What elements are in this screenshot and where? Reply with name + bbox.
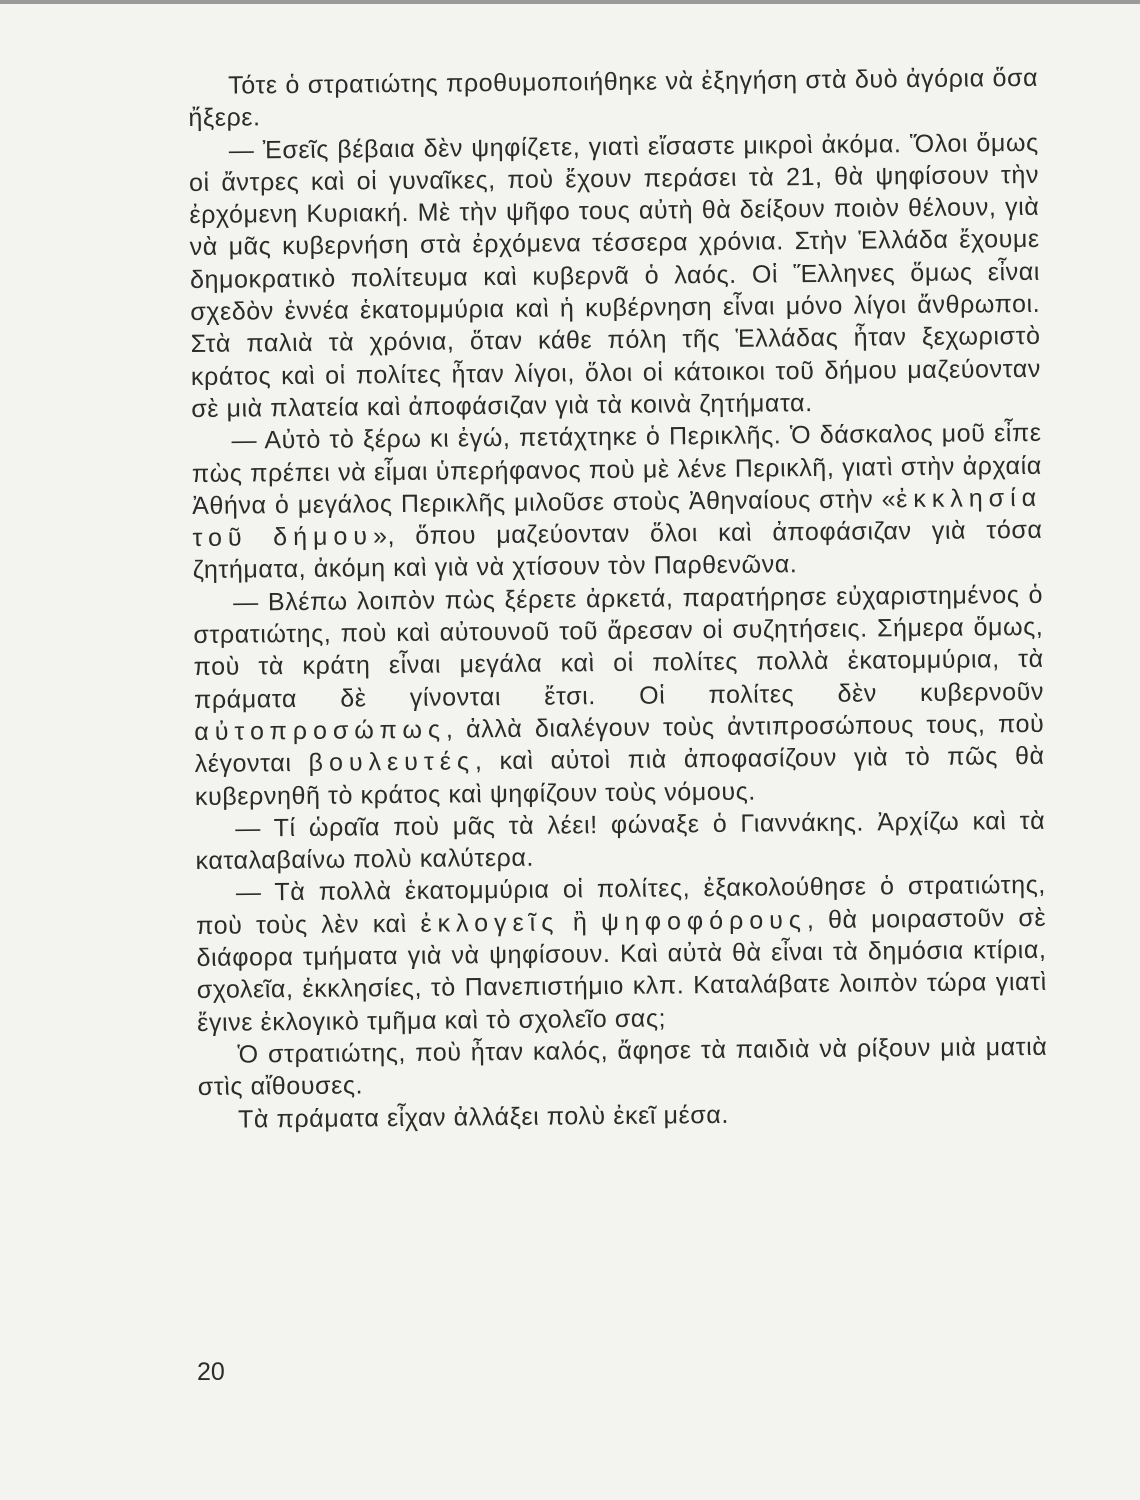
page-top-edge xyxy=(0,0,1140,4)
paragraph-pericles-text-1: — Αὐτὸ τὸ ξέρω κι ἐγώ, πετάχτηκε ὁ Περικλῆς. Ὁ δάσκαλος μοῦ εἶπε πὼς πρέπει νὰ εἶμαι ὑπερήφανος ποὺ μὲ λένε Περικλῆ, γιατὶ στὴν ἀρχαία Ἀθήνα ὁ μεγάλος Περικλῆς μιλοῦσε στοὺς Ἀθηναίους στὴν « xyxy=(191,419,1042,520)
paragraph-voters-text-1: — Τὰ πολλὰ ἑκατομμύρια οἱ πολίτες, ἐξακολούθησε ὁ στρατιώτης, ποὺ τοὺς λὲν καὶ xyxy=(196,871,1046,940)
emphasis-ekklisia-tou-dimou: ἐκκλησία τοῦ δήμου xyxy=(192,483,1043,553)
paragraph-closing: Τὰ πράματα εἶχαν ἀλλάξει πολὺ ἐκεῖ μέσα. xyxy=(237,1100,730,1134)
paragraph-representatives-text-2: , ἀλλὰ διαλέγουν τοὺς ἀντιπροσώπους τους, ποὺ λέγονται xyxy=(194,709,1045,779)
paragraph-soldier-lets-look: Ὁ στρατιώτης, ποὺ ἦταν καλός, ἄφησε τὰ παιδιὰ νὰ ρίξουν μιὰ ματιὰ στὶς αἴθουσες. xyxy=(197,1032,1048,1102)
body-text xyxy=(188,62,1048,1136)
paragraph-pericles-text-2: », ὅπου μαζεύονταν ὅλοι καὶ ἀποφάσιζαν γιὰ τόσα ζητήματα, ἀκόμη καὶ γιὰ νὰ χτίσουν τὸν Παρθενῶνα. xyxy=(192,515,1043,585)
page-number: 20 xyxy=(197,1358,225,1386)
paragraph-representatives-text-1: — Βλέπω λοιπὸν πὼς ξέρετε ἀρκετά, παρατήρησε εὐχαριστημένος ὁ στρατιώτης, ποὺ καὶ αὐτουνοῦ τοῦ ἄρεσαν οἱ συζητήσεις. Σήμερα ὅμως, ποὺ τὰ κράτη εἶναι μεγάλα καὶ οἱ πολίτες πολλὰ ἑκατομμύρια, τὰ πράματα δὲ γίνονται ἔτσι. Οἱ πολίτες δὲν κυβερνοῦν xyxy=(193,580,1045,714)
paragraph-voters xyxy=(196,869,1048,1039)
paragraph-soldier-explains: — Ἐσεῖς βέβαια δὲν ψηφίζετε, γιατὶ εἴσαστε μικροὶ ἀκόμα. Ὅλοι ὅμως οἱ ἄντρες καὶ οἱ γυναῖκες, ποὺ ἔχουν περάσει τὰ 21, θὰ ψηφίσουν τὴν ἐρχόμενη Κυριακή. Μὲ τὴν ψῆφο τους αὐτὴ θὰ δείξουν ποιὸν θέλουν, γιὰ νὰ μᾶς κυβερνήση στὰ ἐρχόμενα τέσσερα χρόνια. Στὴν Ἑλλάδα ἔχουμε δημοκρατικὸ πολίτευμα καὶ κυβερνᾶ ὁ λαός. Οἱ Ἕλληνες ὅμως εἶναι σχεδὸν ἐννέα ἑκατομμύρια καὶ ἡ κυβέρνηση εἶναι μόνο λίγοι ἄνθρωποι. Στὰ παλιὰ τὰ χρόνια, ὅταν κάθε πόλη τῆς Ἑλλάδας ἦταν ξεχωριστὸ κράτος καὶ οἱ πολίτες ἦταν λίγοι, ὅλοι οἱ κάτοικοι τοῦ δήμου μαζεύονταν σὲ μιὰ πλατεία καὶ ἀποφάσιζαν γιὰ τὰ κοινὰ ζητήματα. xyxy=(188,128,1042,423)
emphasis-aftoprosopos: αὐτοπροσώπως xyxy=(194,715,447,746)
paragraph-voters-text-3: , θὰ μοιραστοῦν σὲ διάφορα τμήματα γιὰ νὰ ψηφίσουν. Καὶ αὐτὰ θὰ εἶναι τὰ δημόσια κτίρια, σχολεῖα, ἐκκλησίες, τὸ Πανεπιστήμιο κλπ. Καταλάβατε λοιπὸν τώρα γιατὶ ἔγινε ἐκλογικὸ τμῆμα καὶ τὸ σχολεῖο σας; xyxy=(196,903,1047,1037)
paragraph-giannakis: — Τί ὡραῖα ποὺ μᾶς τὰ λέει! φώναξε ὁ Γιαννάκης. Ἀρχίζω καὶ τὰ καταλαβαίνω πολὺ καλύτερα. xyxy=(195,806,1046,876)
emphasis-eklogeis: ἐκλογεῖς xyxy=(420,908,560,938)
paragraph-voters-text-2: ἢ xyxy=(559,907,602,937)
paragraph-representatives-text-3: , καὶ αὐτοὶ πιὰ ἀποφασίζουν γιὰ τὸ πῶς θὰ κυβερνηθῆ τὸ κράτος καὶ ψηφίζουν τοὺς νόμους. xyxy=(194,742,1045,811)
emphasis-vouleftes: βουλευτές xyxy=(308,747,476,778)
emphasis-psifoforous: ψηφοφόρους xyxy=(600,905,808,936)
paragraph-representatives xyxy=(193,579,1045,813)
paragraph-pericles xyxy=(191,417,1043,587)
paragraph-intro: Τότε ὁ στρατιώτης προθυμοποιήθηκε νὰ ἐξηγήση στὰ δυὸ ἀγόρια ὅσα ἤξερε. xyxy=(188,63,1039,133)
